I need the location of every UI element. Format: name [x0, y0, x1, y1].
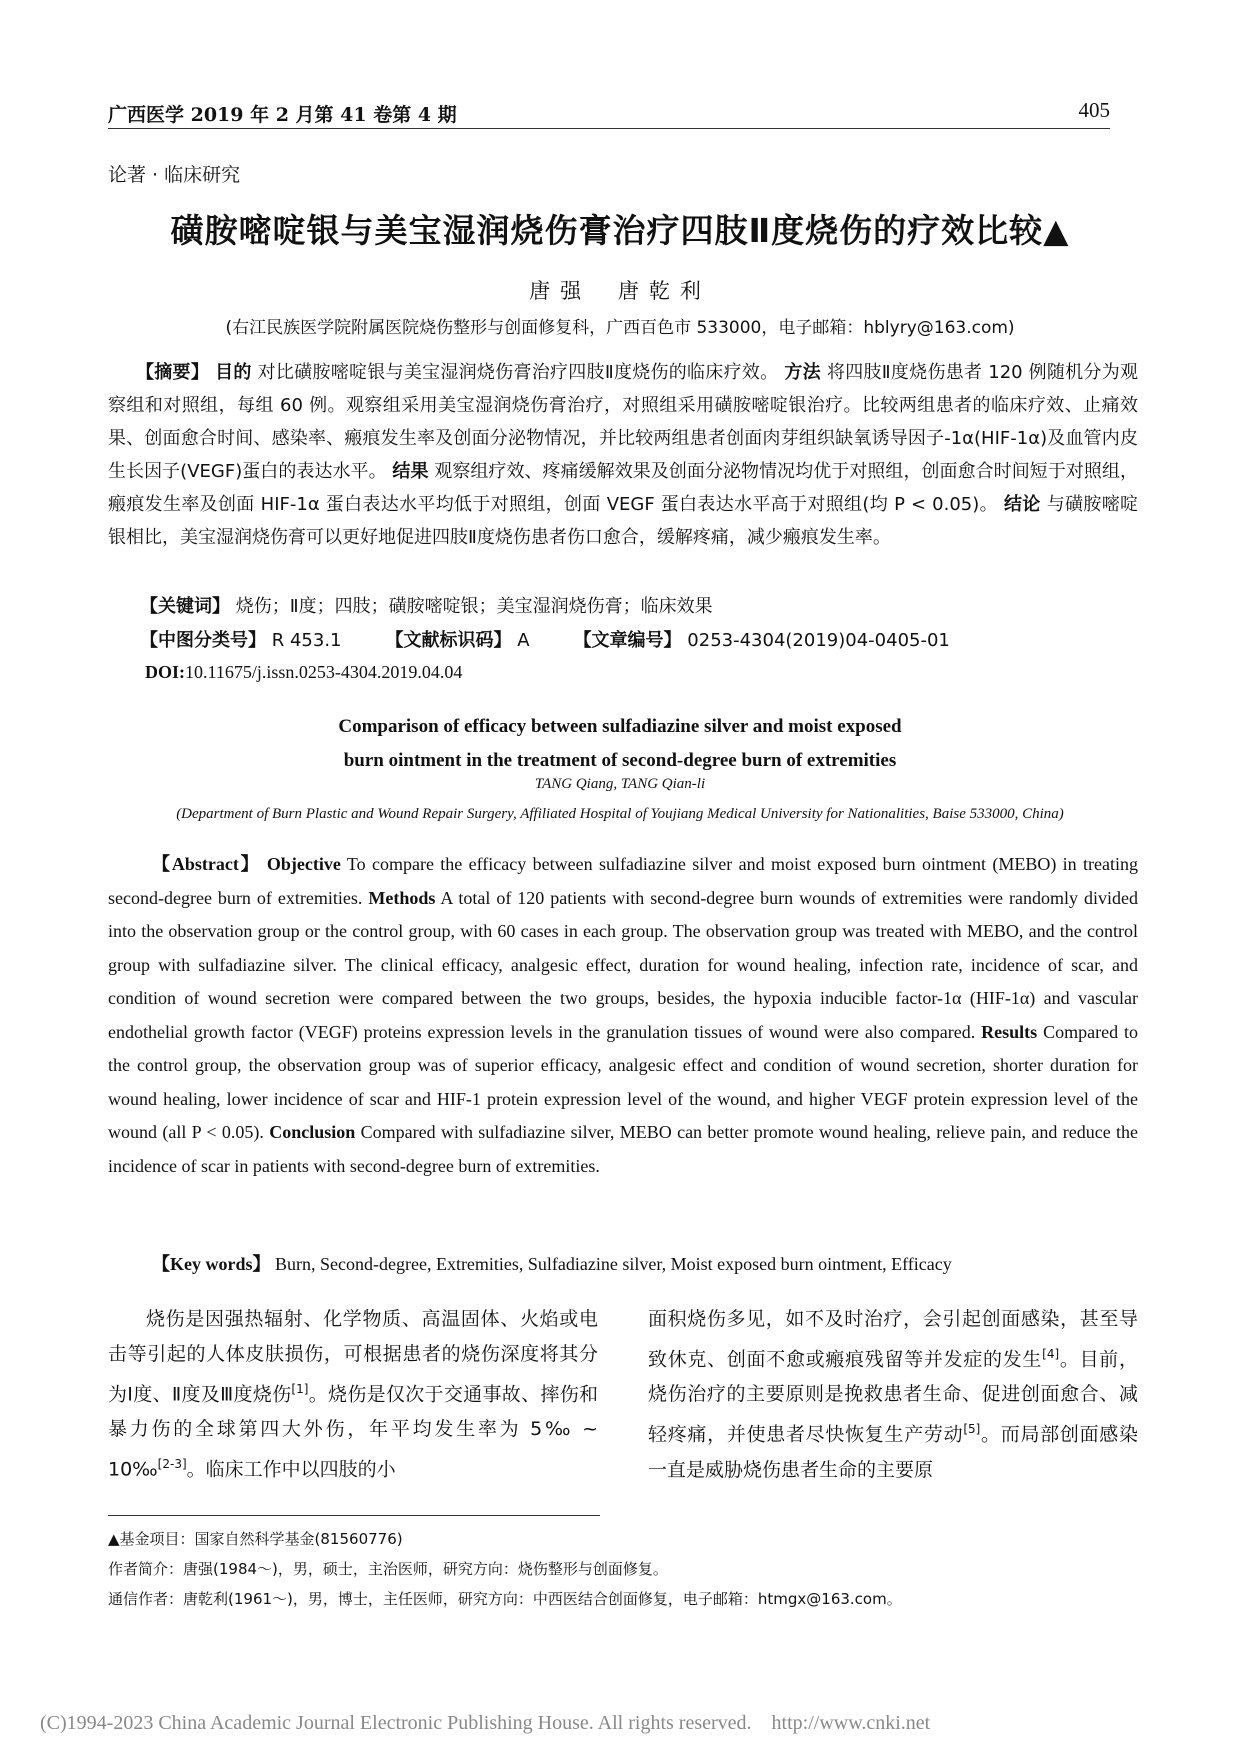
footnote-author: 作者简介：唐强(1984～)，男，硕士，主治医师，研究方向：烧伤整形与创面修复。	[108, 1560, 668, 1578]
body-left-column	[108, 1302, 598, 1488]
body-right-text-2: 。目前，烧伤治疗的主要原则是挽救患者生命、促进创面愈合、减轻疼痛，并使患者尽快恢复生产劳动	[648, 1348, 1138, 1446]
section-label: 论著 · 临床研究	[108, 164, 241, 186]
citation-1: [1]	[291, 1382, 309, 1396]
footnote-divider	[108, 1515, 600, 1516]
authors-chinese	[0, 275, 1240, 305]
results-en-label: Results	[981, 1021, 1038, 1042]
body-right-text-1: 面积烧伤多见，如不及时治疗，会引起创面感染，甚至导致休克、创面不愈或瘢痕残留等并发症的发生	[648, 1308, 1138, 1371]
citation-2-3: [2-3]	[157, 1457, 187, 1472]
author-2: 唐乾利	[617, 279, 711, 303]
doi	[145, 662, 462, 683]
keywords-chinese	[140, 592, 713, 618]
objective-en-label: Objective	[266, 854, 341, 874]
title-english-line-1: Comparison of efficacy between sulfadiazine silver and moist exposed	[338, 716, 902, 737]
keywords-text: 烧伤；Ⅱ度；四肢；磺胺嘧啶银；美宝湿润烧伤膏；临床效果	[235, 596, 713, 617]
doc-code-label: 【文献标识码】	[385, 630, 512, 651]
keywords-english	[152, 1250, 952, 1276]
doi-value: 10.11675/j.issn.0253-4304.2019.04.04	[185, 662, 463, 682]
author-1: 唐强	[529, 279, 592, 303]
methods-en-label: Methods	[368, 887, 436, 908]
objective-en-text: To compare the efficacy between sulfadiazine silver and moist exposed burn ointment (MEBO) in treating second-degree burn of extremities.	[108, 854, 1139, 908]
abstract-label: 【摘要】	[136, 362, 210, 383]
conclusion-text: 与磺胺嘧啶银相比，美宝湿润烧伤膏可以更好地促进四肢Ⅱ度烧伤患者伤口愈合，缓解疼痛，减少瘢痕发生率。	[108, 494, 1139, 548]
body-left-text-2: 。烧伤是仅次于交通事故、摔伤和暴力伤的全球第四大外伤，年平均发生率为 5‰ ~ 10‰	[108, 1383, 598, 1481]
body-left-text-3: 。临床工作中以四肢的小	[186, 1458, 396, 1481]
article-number-value: 0253-4304(2019)04-0405-01	[687, 630, 950, 651]
citation-5: [5]	[963, 1422, 981, 1437]
authors-english: TANG Qiang, TANG Qian-li	[534, 776, 706, 792]
footnote-corresponding: 通信作者：唐乾利(1961～)，男，博士，主任医师，研究方向：中西医结合创面修复，电子邮箱：htmgx@163.com。	[108, 1590, 902, 1608]
body-left-text-1: 烧伤是因强热辐射、化学物质、高温固体、火焰或电击等引起的人体皮肤损伤，可根据患者的烧伤深度将其分为Ⅰ度、Ⅱ度及Ⅲ度烧伤	[108, 1308, 598, 1406]
body-right-column	[648, 1302, 1138, 1488]
methods-text: 将四肢Ⅱ度烧伤患者 120 例随机分为观察组和对照组，每组 60 例。观察组采用美宝湿润烧伤膏治疗，对照组采用磺胺嘧啶银治疗。比较两组患者的临床疗效、止痛效果、创面愈合时间、感染率、瘢痕发生率及创面分泌物情况，并比较两组患者创面肉芽组织缺氧诱导因子-1α(HIF-1α)及血管内皮生长因子(VEGF)蛋白的表达水平。	[108, 362, 1138, 482]
affiliation-chinese: (右江民族医学院附属医院烧伤整形与创面修复科，广西百色市 533000，电子邮箱：hblyry@163.com)	[225, 318, 1015, 338]
abstract-chinese	[108, 356, 1138, 554]
page-number: 405	[1078, 98, 1110, 122]
objective-label: 目的	[215, 362, 252, 383]
conclusion-label: 结论	[1003, 494, 1041, 515]
conclusion-en-text: Compared with sulfadiazine silver, MEBO can better promote wound healing, relieve pain, and reduce the incidence of scar in patients with second-degree burn of extremities.	[108, 1122, 1139, 1176]
journal-header: 广西医学 2019 年 2 月第 41 卷第 4 期	[108, 104, 457, 126]
objective-text: 对比磺胺嘧啶银与美宝湿润烧伤膏治疗四肢Ⅱ度烧伤的临床疗效。	[257, 362, 779, 383]
abstract-english	[108, 848, 1138, 1183]
footnote-fund: ▲基金项目：国家自然科学基金(81560776)	[108, 1530, 403, 1548]
keywords-en-text: Burn, Second-degree, Extremities, Sulfadiazine silver, Moist exposed burn ointment, Efficacy	[275, 1254, 952, 1274]
keywords-en-label: 【Key words】	[152, 1254, 271, 1274]
results-text: 观察组疗效、疼痛缓解效果及创面分泌物情况均优于对照组，创面愈合时间短于对照组，瘢痕发生率及创面 HIF-1α 蛋白表达水平均低于对照组，创面 VEGF 蛋白表达水平高于对照组(均 P < 0.05)。	[108, 461, 1138, 515]
doc-code-value: A	[517, 630, 530, 651]
body-right-text-3: 。而局部创面感染一直是威胁烧伤患者生命的主要原	[648, 1423, 1138, 1481]
affiliation-english: (Department of Burn Plastic and Wound Repair Surgery, Affiliated Hospital of Youjiang Medical University for Nationalities, Baise 533000, China)	[176, 806, 1064, 822]
results-en-text: Compared to the control group, the observation group was of superior efficacy, analgesic effect and condition of wound secretion, shorter duration for wound healing, lower incidence of scar and HIF-1 protein expression level of the wound, and higher VEGF protein expression level of the wound (all P < 0.05).	[108, 1021, 1139, 1142]
clc-value: R 453.1	[271, 630, 342, 651]
doi-label: DOI:	[145, 662, 185, 682]
abstract-en-label: 【Abstract】	[152, 854, 261, 874]
copyright-notice	[40, 1712, 930, 1735]
copyright-text: (C)1994-2023 China Academic Journal Electronic Publishing House. All rights reserved.	[40, 1712, 752, 1734]
copyright-url[interactable]: http://www.cnki.net	[771, 1712, 931, 1734]
title-english	[0, 710, 1240, 778]
article-number-label: 【文章编号】	[573, 630, 682, 651]
header-divider	[108, 128, 1110, 129]
classification-row	[140, 626, 950, 652]
methods-en-text: A total of 120 patients with second-degree burn wounds of extremities were randomly divided into the observation group or the control group, with 60 cases in each group. The observation group was treated with MEBO, and the control group with sulfadiazine silver. The clinical efficacy, analgesic effect, duration for wound healing, infection rate, incidence of scar, and condition of wound secretion were compared between the two groups, besides, the hypoxia inducible factor-1α (HIF-1α) and vascular endothelial growth factor (VEGF) proteins expression levels in the granulation tissues of wound were also compared.	[108, 887, 1138, 1042]
results-label: 结果	[392, 461, 429, 482]
clc-label: 【中图分类号】	[140, 630, 266, 651]
title-chinese: 磺胺嘧啶银与美宝湿润烧伤膏治疗四肢Ⅱ度烧伤的疗效比较▲	[170, 211, 1070, 250]
keywords-label: 【关键词】	[140, 596, 230, 617]
methods-label: 方法	[784, 362, 821, 383]
conclusion-en-label: Conclusion	[269, 1122, 356, 1142]
title-english-line-2: burn ointment in the treatment of second-degree burn of extremities	[343, 750, 897, 771]
citation-4: [4]	[1042, 1347, 1060, 1361]
